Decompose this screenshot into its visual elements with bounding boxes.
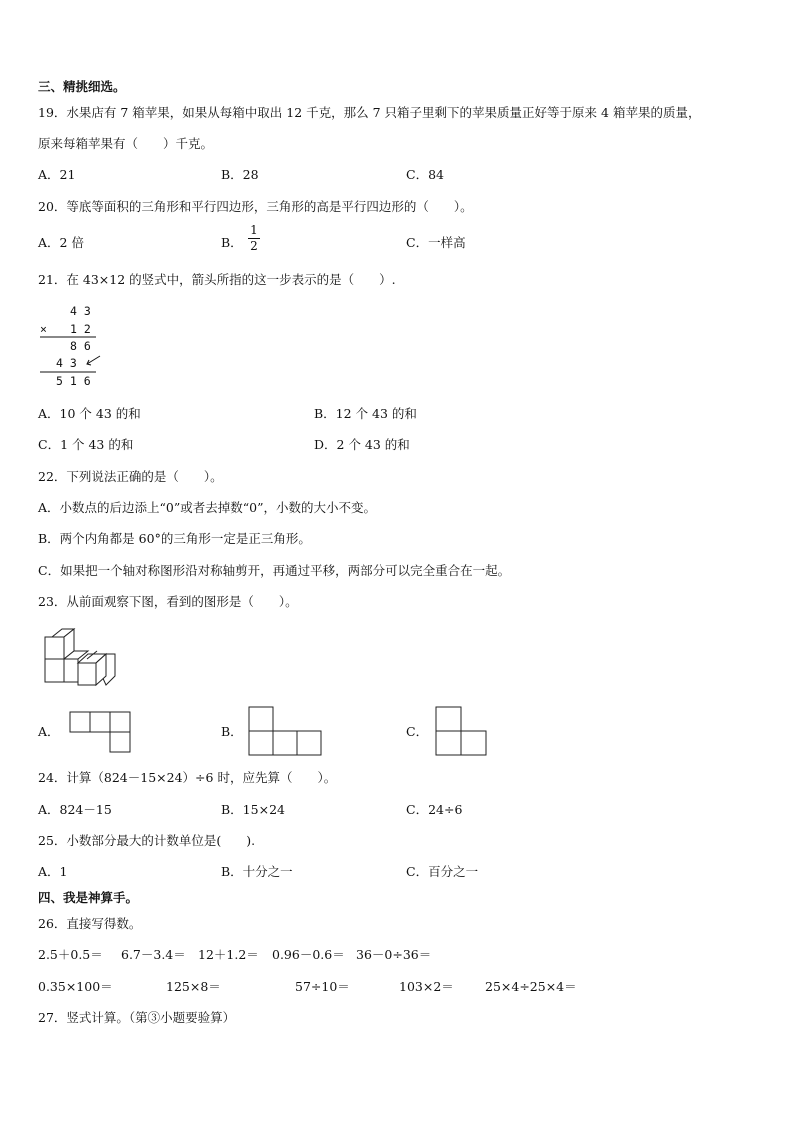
q19-stem-line1: 19．水果店有 7 箱苹果，如果从每箱中取出 12 千克，那么 7 只箱子里剩下的苹果质量正好等于原来 4 箱苹果的质量， [38, 105, 701, 120]
cube-stack-icon [45, 629, 115, 685]
q26-item-4: 0.96－0.6＝ [272, 947, 345, 962]
q21-calc-row5: 5 1 6 [56, 374, 91, 388]
q21-option-a[interactable]: A．10 个 43 的和 [38, 406, 141, 421]
q21-option-d[interactable]: D．2 个 43 的和 [314, 437, 410, 452]
q20-option-c[interactable]: C．一样高 [406, 235, 466, 250]
q19-option-c[interactable]: C．84 [406, 167, 444, 182]
q26-item-3: 12＋1.2＝ [198, 947, 259, 962]
q25-option-b[interactable]: B．十分之一 [221, 864, 293, 879]
fraction-numerator: 1 [250, 223, 258, 237]
q22-option-a[interactable]: A．小数点的后边添上“0”或者去掉数“0”，小数的大小不变。 [38, 500, 376, 515]
fraction-denominator: 2 [250, 239, 258, 253]
q21-calc-times: × [40, 322, 47, 336]
q19-option-b[interactable]: B．28 [221, 167, 259, 182]
q26-item-1: 2.5＋0.5＝ [38, 947, 103, 962]
q26-item-9: 103×2＝ [399, 979, 454, 994]
q21-stem: 21．在 43×12 的竖式中，箭头所指的这一步表示的是（ ）. [38, 272, 396, 287]
q19-option-a[interactable]: A．21 [38, 167, 76, 182]
q26-item-5: 36－0÷36＝ [356, 947, 432, 962]
option-a-shape [70, 712, 130, 752]
q26-item-7: 125×8＝ [166, 979, 221, 994]
q26-item-10: 25×4÷25×4＝ [485, 979, 577, 994]
q21-option-c[interactable]: C．1 个 43 的和 [38, 437, 134, 452]
q27-stem: 27．竖式计算。（第③小题要验算） [38, 1010, 236, 1025]
q21-calc-row2: 1 2 [70, 322, 91, 336]
q24-option-a[interactable]: A．824－15 [38, 802, 112, 817]
q23-stem: 23．从前面观察下图，看到的图形是（ ）。 [38, 594, 298, 609]
q20-option-a[interactable]: A．2 倍 [38, 235, 84, 250]
q21-calc-row1: 4 3 [70, 304, 91, 318]
q24-option-c[interactable]: C．24÷6 [406, 802, 463, 817]
q24-stem: 24．计算（824－15×24）÷6 时，应先算（ ）。 [38, 770, 337, 785]
q25-option-c[interactable]: C．百分之一 [406, 864, 479, 879]
option-b-shape [249, 707, 321, 755]
q23-option-b[interactable]: B． [221, 724, 243, 739]
q21-option-b[interactable]: B．12 个 43 的和 [314, 406, 417, 421]
q20-stem: 20．等底等面积的三角形和平行四边形，三角形的高是平行四边形的（ ）。 [38, 199, 473, 214]
q22-stem: 22．下列说法正确的是（ ）。 [38, 469, 223, 484]
section-four-heading: 四、我是神算手。 [38, 890, 139, 905]
q26-stem: 26．直接写得数。 [38, 916, 142, 931]
q20-option-b[interactable]: B． [221, 235, 243, 250]
q26-item-2: 6.7－3.4＝ [121, 947, 186, 962]
q24-option-b[interactable]: B．15×24 [221, 802, 285, 817]
q21-calc-row3: 8 6 [70, 339, 91, 353]
q25-option-a[interactable]: A．1 [38, 864, 68, 879]
q23-option-c[interactable]: C． [406, 724, 429, 739]
option-c-shape [436, 707, 486, 755]
q25-stem: 25．小数部分最大的计数单位是( ). [38, 833, 256, 848]
q26-item-6: 0.35×100＝ [38, 979, 113, 994]
q23-option-a[interactable]: A． [38, 724, 60, 739]
q22-option-c[interactable]: C．如果把一个轴对称图形沿对称轴剪开，再通过平移，两部分可以完全重合在一起。 [38, 563, 511, 578]
section-three-heading: 三、精挑细选。 [38, 79, 126, 94]
q26-item-8: 57÷10＝ [295, 979, 350, 994]
q21-calc-row4: 4 3 [56, 356, 77, 370]
q19-stem-line2: 原来每箱苹果有（ ）千克。 [38, 136, 214, 151]
q22-option-b[interactable]: B．两个内角都是 60°的三角形一定是正三角形。 [38, 531, 311, 546]
